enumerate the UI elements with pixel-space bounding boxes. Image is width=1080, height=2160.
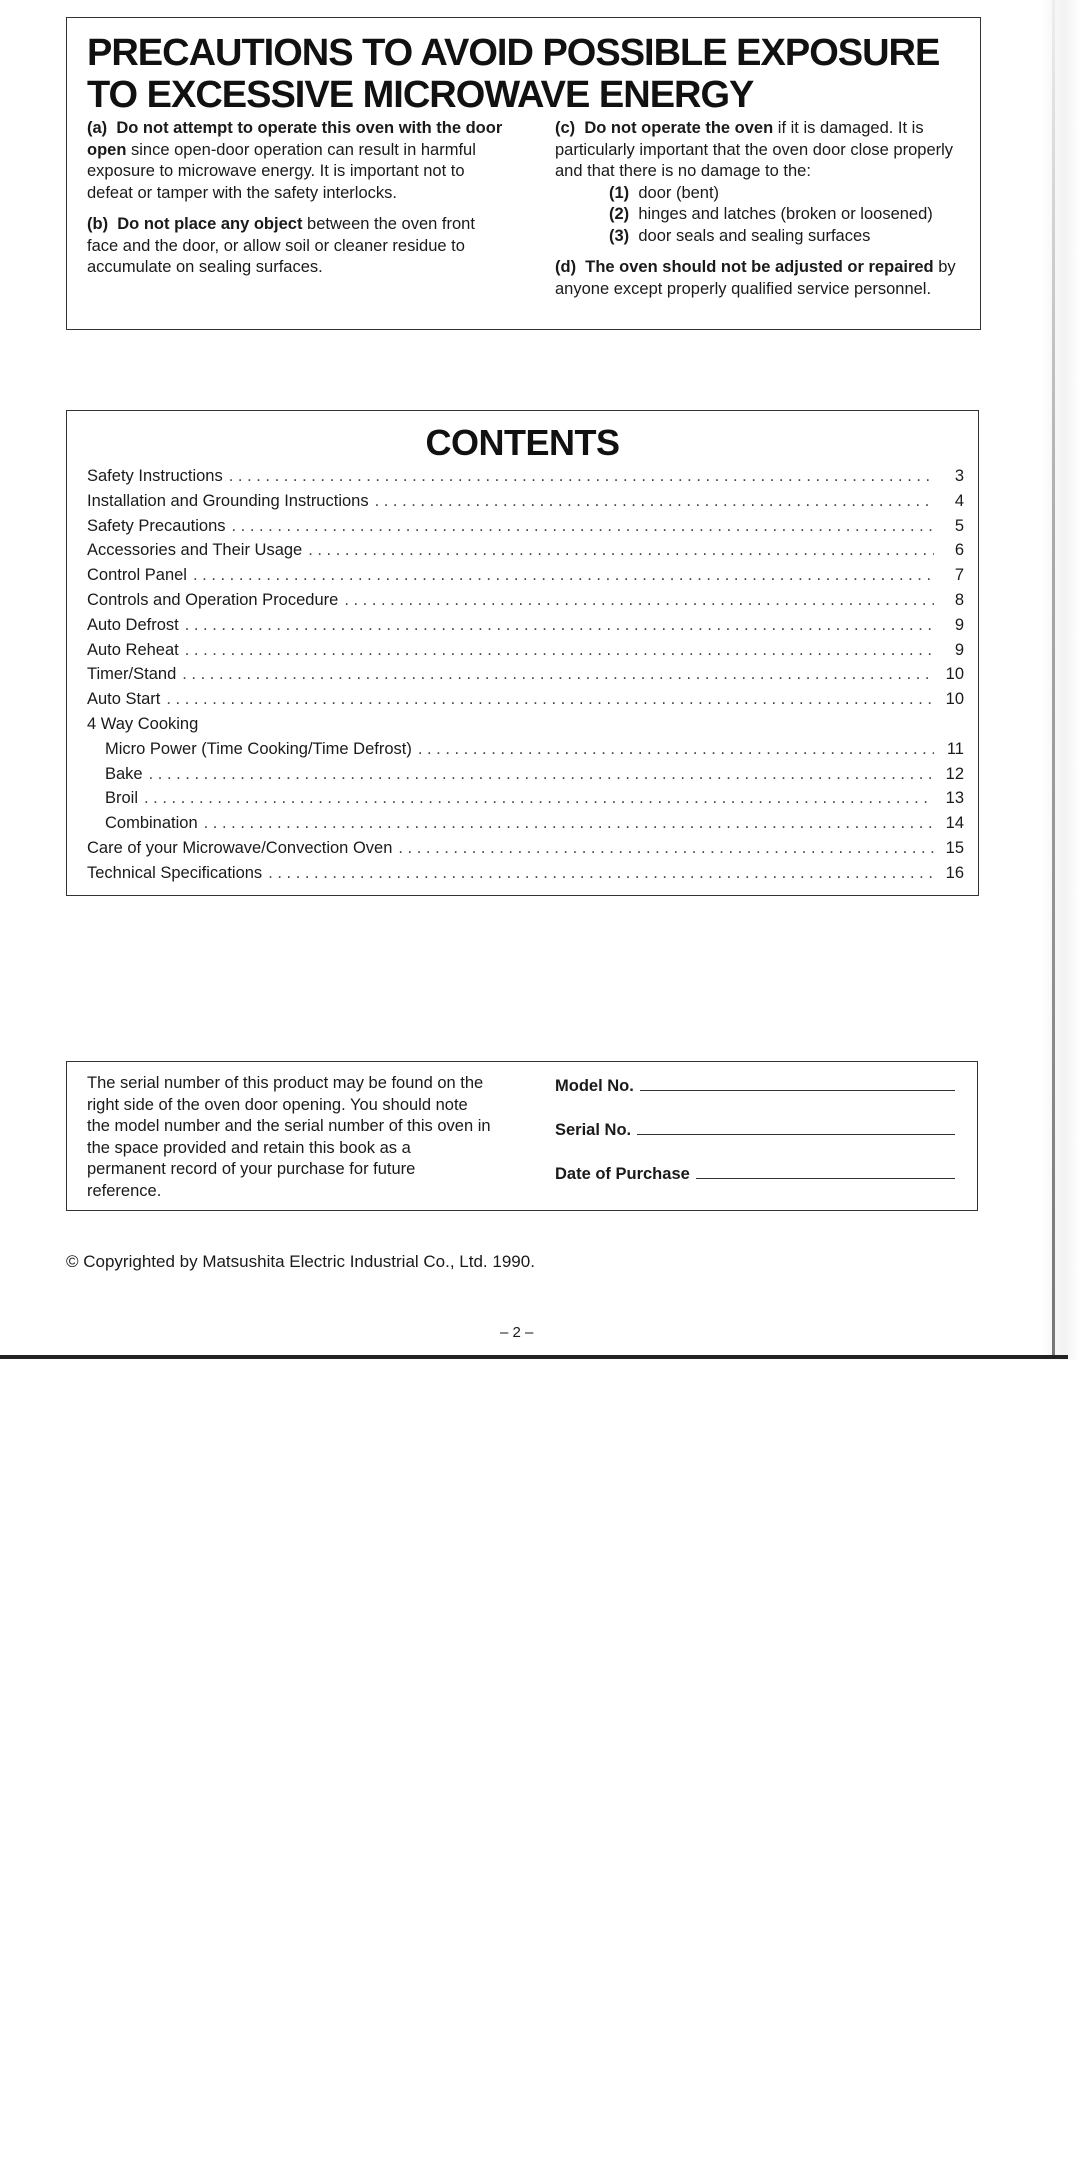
leader-dots xyxy=(344,591,934,610)
toc-label: Micro Power (Time Cooking/Time Defrost) xyxy=(105,739,412,758)
toc-page-number: 12 xyxy=(945,764,964,783)
toc-entry xyxy=(87,492,964,517)
table-of-contents xyxy=(87,467,964,889)
toc-entry xyxy=(87,765,964,790)
leader-dots xyxy=(232,517,935,536)
toc-page-number: 5 xyxy=(954,516,964,535)
precaution-c xyxy=(555,118,975,183)
leader-dots xyxy=(185,616,934,635)
toc-entry xyxy=(87,541,964,566)
toc-entry xyxy=(87,715,964,740)
damage-item xyxy=(555,183,975,205)
toc-label: Auto Reheat xyxy=(87,640,179,659)
toc-label: Accessories and Their Usage xyxy=(87,541,303,560)
toc-page-number: 10 xyxy=(945,690,964,709)
blank-line xyxy=(637,1120,955,1135)
text: since open-door operation can result in harmful exposure to microwave energy. It is important not to defeat or tamper with the safety interlocks. xyxy=(87,140,476,202)
leader-dots xyxy=(268,864,934,883)
toc-page-number: 15 xyxy=(945,838,964,857)
toc-label: Control Panel xyxy=(87,566,187,585)
toc-entry xyxy=(87,665,964,690)
toc-entry xyxy=(87,814,964,839)
copyright-notice: © Copyrighted by Matsushita Electric Industrial Co., Ltd. 1990. xyxy=(66,1252,535,1271)
damage-item xyxy=(555,226,975,248)
toc-entry xyxy=(87,517,964,542)
text: between the oven front face and the door, or allow soil or cleaner residue to accumulate on sealing surfaces. xyxy=(87,215,475,276)
toc-page-number: 6 xyxy=(954,541,964,560)
label: (d) xyxy=(555,258,577,276)
date-label: Date of Purchase xyxy=(555,1165,690,1183)
page-bottom-edge xyxy=(0,1355,1068,1359)
item-text: door seals and sealing surfaces xyxy=(638,226,871,245)
item-num: (3) xyxy=(609,226,630,245)
contents-box xyxy=(66,410,979,896)
precautions-title xyxy=(87,32,939,116)
toc-entry xyxy=(87,864,964,889)
precaution-b xyxy=(87,214,507,279)
toc-entry xyxy=(87,616,964,641)
blank-line xyxy=(696,1164,955,1179)
date-of-purchase-field[interactable] xyxy=(555,1164,955,1184)
toc-page-number: 10 xyxy=(945,665,964,684)
toc-entry xyxy=(87,839,964,864)
bold-text: Do not attempt to operate this oven with the door open xyxy=(87,119,503,159)
serial-label: Serial No. xyxy=(555,1121,632,1139)
precautions-box xyxy=(66,17,981,330)
leader-dots xyxy=(375,492,934,511)
toc-page-number: 14 xyxy=(945,814,964,833)
toc-entry xyxy=(87,591,964,616)
model-number-field[interactable] xyxy=(555,1076,955,1096)
toc-label: Bake xyxy=(105,764,143,783)
text: if it is damaged. It is particularly important that the oven door close properly and that there is no damage to the: xyxy=(555,119,954,180)
contents-title: CONTENTS xyxy=(425,422,620,463)
page-number: – 2 – xyxy=(500,1324,534,1341)
bold-text: Do not operate the oven xyxy=(584,119,774,137)
toc-entry xyxy=(87,740,964,765)
toc-page-number: 13 xyxy=(945,789,964,808)
title-line-1: PRECAUTIONS TO AVOID POSSIBLE EXPOSURE xyxy=(87,32,940,74)
toc-entry xyxy=(87,641,964,666)
toc-page-number: 9 xyxy=(954,615,964,634)
toc-label: Combination xyxy=(105,814,198,833)
leader-dots xyxy=(229,467,934,486)
toc-label: 4 Way Cooking xyxy=(87,714,199,733)
toc-label: Care of your Microwave/Convection Oven xyxy=(87,838,393,857)
serial-instructions: The serial number of this product may be found on the right side of the oven door opening. You should note the model number and the serial number of this oven in the space provided and retain this book as a permanent record of your purchase for future reference. xyxy=(87,1074,491,1200)
leader-dots xyxy=(166,690,934,709)
damage-item xyxy=(555,204,975,226)
leader-dots xyxy=(144,789,934,808)
bold-text: The oven should not be adjusted or repaired xyxy=(585,258,934,276)
title-line-2: TO EXCESSIVE MICROWAVE ENERGY xyxy=(87,74,754,116)
precaution-d xyxy=(555,257,975,300)
toc-label: Safety Precautions xyxy=(87,516,226,535)
serial-number-box xyxy=(66,1061,978,1211)
item-num: (2) xyxy=(609,205,630,223)
leader-dots xyxy=(204,814,934,833)
toc-page-number: 9 xyxy=(954,640,964,659)
toc-page-number: 16 xyxy=(945,863,964,882)
page-edge xyxy=(1052,0,1055,1358)
leader-dots xyxy=(182,665,934,684)
leader-dots xyxy=(185,641,934,660)
toc-label: Broil xyxy=(105,789,139,808)
item-text: hinges and latches (broken or loosened) xyxy=(638,205,933,223)
toc-entry xyxy=(87,789,964,814)
precautions-right-column xyxy=(555,118,975,310)
blank-line xyxy=(640,1076,955,1091)
item-num: (1) xyxy=(609,183,630,202)
model-label: Model No. xyxy=(555,1077,634,1095)
toc-page-number: 4 xyxy=(954,491,964,510)
toc-label: Auto Defrost xyxy=(87,615,179,634)
toc-label: Auto Start xyxy=(87,690,161,709)
toc-entry xyxy=(87,467,964,492)
toc-entry xyxy=(87,690,964,715)
toc-page-number: 3 xyxy=(954,467,964,485)
toc-label: Safety Instructions xyxy=(87,467,223,485)
item-text: door (bent) xyxy=(638,183,720,202)
label: (c) xyxy=(555,119,576,137)
toc-label: Timer/Stand xyxy=(87,665,177,684)
serial-number-field[interactable] xyxy=(555,1120,955,1140)
text: by anyone except properly qualified service personnel. xyxy=(555,258,956,298)
leader-dots xyxy=(308,541,934,560)
precautions-left-column xyxy=(87,118,507,289)
precaution-a xyxy=(87,118,507,204)
leader-dots xyxy=(418,740,934,759)
label: (b) xyxy=(87,215,109,233)
toc-entry xyxy=(87,566,964,591)
toc-label: Controls and Operation Procedure xyxy=(87,590,339,609)
page-fold-shadow xyxy=(1040,0,1080,1360)
toc-label: Installation and Grounding Instructions xyxy=(87,491,369,510)
toc-page-number: 8 xyxy=(954,590,964,609)
bold-text: Do not place any object xyxy=(117,215,303,233)
toc-label: Technical Specifications xyxy=(87,863,263,882)
toc-page-number: 7 xyxy=(954,566,964,585)
label: (a) xyxy=(87,119,108,137)
leader-dots xyxy=(193,566,934,585)
leader-dots xyxy=(149,765,934,784)
toc-page-number: 11 xyxy=(946,739,964,758)
leader-dots xyxy=(398,839,934,858)
